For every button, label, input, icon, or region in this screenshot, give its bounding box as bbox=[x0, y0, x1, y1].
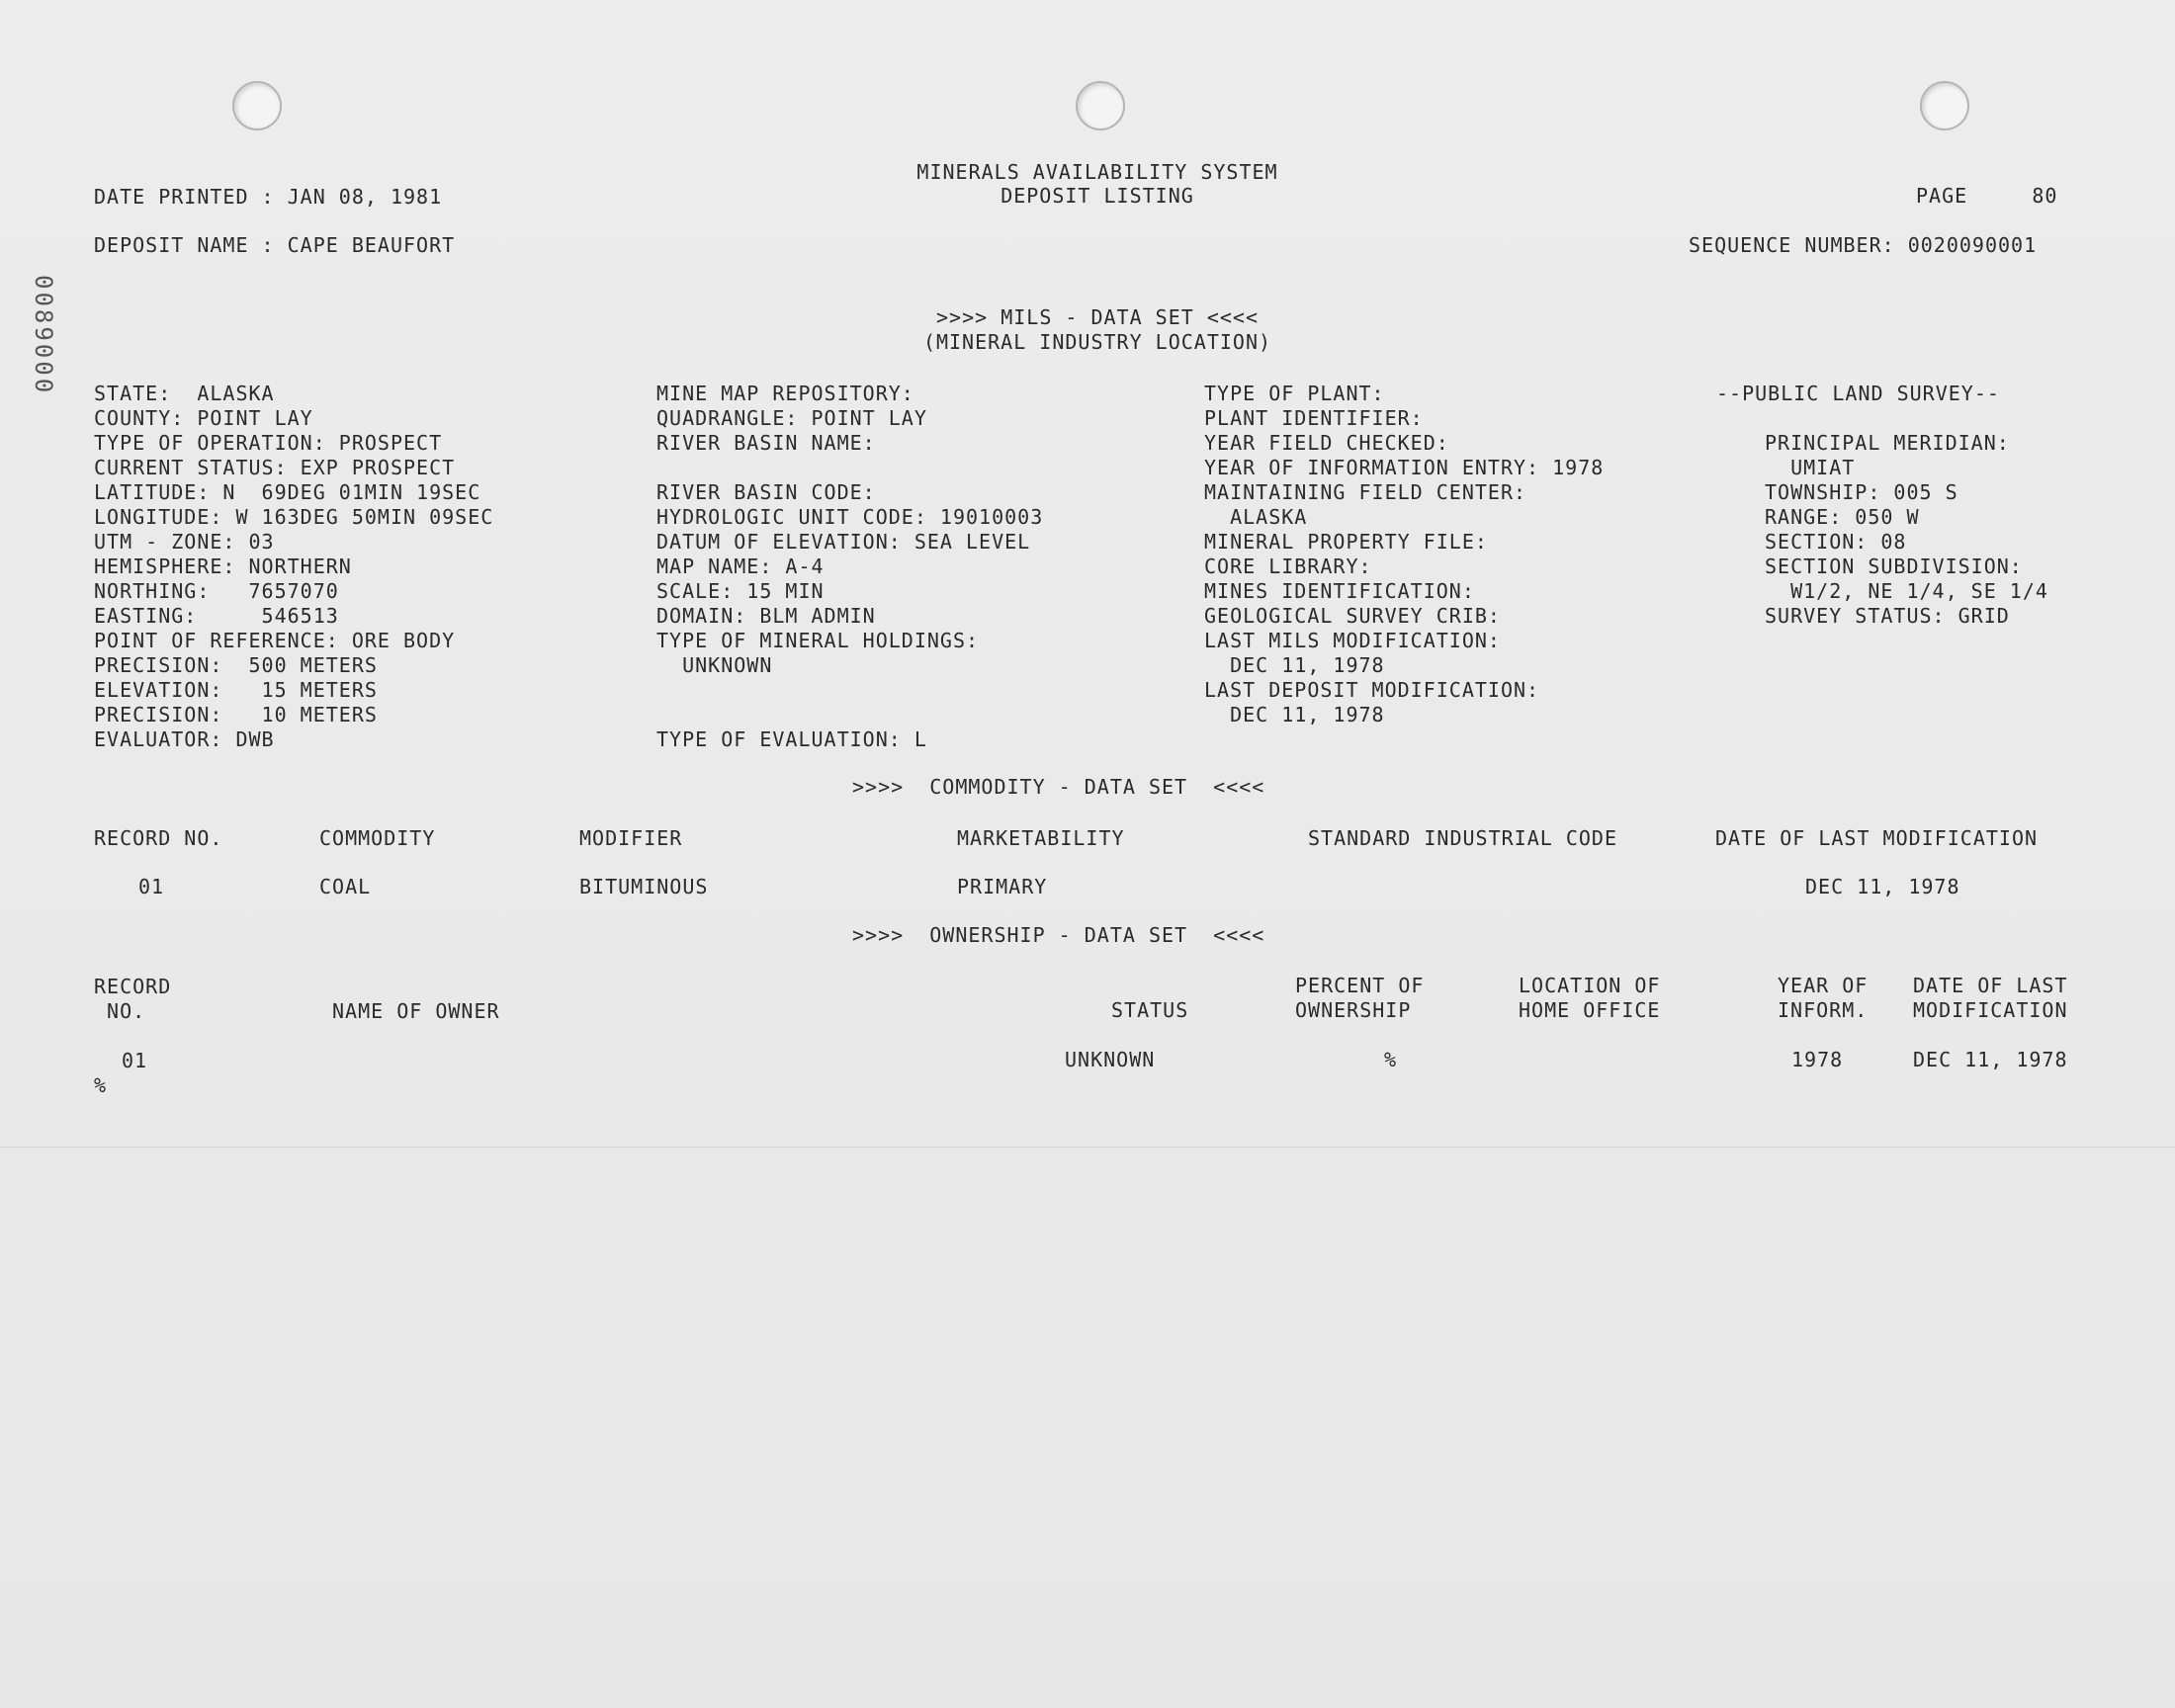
commodity-title: >>>> COMMODITY - DATA SET <<<< bbox=[852, 775, 1265, 799]
ownership-title: >>>> OWNERSHIP - DATA SET <<<< bbox=[852, 923, 1265, 947]
field-center-value: ALASKA bbox=[1204, 505, 1308, 529]
county-line: COUNTY: POINT LAY bbox=[94, 406, 313, 430]
mines-identification-line: MINES IDENTIFICATION: bbox=[1204, 579, 1475, 603]
township-line: TOWNSHIP: 005 S bbox=[1765, 480, 1958, 504]
commodity-header-commodity: COMMODITY bbox=[319, 826, 436, 850]
state-line: STATE: ALASKA bbox=[94, 382, 275, 405]
commodity-row-commodity: COAL bbox=[319, 875, 372, 898]
commodity-row-date: DEC 11, 1978 bbox=[1805, 875, 1960, 898]
mils-title: >>>> MILS - DATA SET <<<< bbox=[935, 305, 1260, 329]
plant-identifier-line: PLANT IDENTIFIER: bbox=[1204, 406, 1424, 430]
ownership-header-location: LOCATION OF HOME OFFICE bbox=[1519, 974, 1661, 1022]
mils-subtitle: (MINERAL INDUSTRY LOCATION) bbox=[922, 330, 1272, 354]
section-line: SECTION: 08 bbox=[1765, 530, 1907, 554]
northing-line: NORTHING: 7657070 bbox=[94, 579, 339, 603]
survey-crib-line: GEOLOGICAL SURVEY CRIB: bbox=[1204, 604, 1501, 628]
public-land-survey-title: --PUBLIC LAND SURVEY-- bbox=[1716, 382, 2000, 405]
commodity-header-record: RECORD NO. bbox=[94, 826, 223, 850]
field-center-line: MAINTAINING FIELD CENTER: bbox=[1204, 480, 1527, 504]
page-fold-line bbox=[0, 1147, 2175, 1148]
commodity-header-marketability: MARKETABILITY bbox=[957, 826, 1125, 850]
commodity-header-sic: STANDARD INDUSTRIAL CODE bbox=[1308, 826, 1617, 850]
datum-of-elevation-line: DATUM OF ELEVATION: SEA LEVEL bbox=[656, 530, 1031, 554]
mineral-property-file-line: MINERAL PROPERTY FILE: bbox=[1204, 530, 1488, 554]
range-line: RANGE: 050 W bbox=[1765, 505, 1920, 529]
precision-line: PRECISION: 500 METERS bbox=[94, 653, 378, 677]
ownership-row-date: DEC 11, 1978 bbox=[1913, 1048, 2068, 1071]
ownership-row-percent: % bbox=[1384, 1048, 1398, 1071]
ownership-row-year: 1978 bbox=[1791, 1048, 1844, 1071]
year-field-checked-line: YEAR FIELD CHECKED: bbox=[1204, 431, 1449, 455]
ownership-header-date: DATE OF LAST MODIFICATION bbox=[1913, 974, 2068, 1022]
ownership-header-year: YEAR OF INFORM. bbox=[1778, 974, 1869, 1022]
easting-line: EASTING: 546513 bbox=[94, 604, 339, 628]
elevation-line: ELEVATION: 15 METERS bbox=[94, 678, 378, 702]
ownership-header-record: RECORD NO. bbox=[94, 975, 172, 1023]
ownership-row-record: 01 bbox=[122, 1049, 148, 1072]
commodity-row-record: 01 bbox=[138, 875, 165, 898]
ownership-row-status: UNKNOWN bbox=[1065, 1048, 1156, 1071]
date-printed: DATE PRINTED : JAN 08, 1981 bbox=[94, 185, 443, 209]
hemisphere-line: HEMISPHERE: NORTHERN bbox=[94, 555, 352, 578]
river-basin-code-line: RIVER BASIN CODE: bbox=[656, 480, 876, 504]
latitude-line: LATITUDE: N 69DEG 01MIN 19SEC bbox=[94, 480, 481, 504]
point-of-reference-line: POINT OF REFERENCE: ORE BODY bbox=[94, 629, 456, 652]
mine-map-repository-line: MINE MAP REPOSITORY: bbox=[656, 382, 914, 405]
end-of-listing-mark: % bbox=[94, 1073, 108, 1097]
last-deposit-modification-line: LAST DEPOSIT MODIFICATION: bbox=[1204, 678, 1540, 702]
commodity-row-modifier: BITUMINOUS bbox=[579, 875, 709, 898]
commodity-header-modifier: MODIFIER bbox=[579, 826, 683, 850]
page-number: PAGE 80 bbox=[1916, 184, 2058, 208]
evaluation-type-line: TYPE OF EVALUATION: L bbox=[656, 727, 927, 751]
principal-meridian-line: PRINCIPAL MERIDIAN: bbox=[1765, 431, 2010, 455]
scale-line: SCALE: 15 MIN bbox=[656, 579, 825, 603]
listing-subtitle: DEPOSIT LISTING bbox=[1000, 184, 1194, 208]
commodity-header-date: DATE OF LAST MODIFICATION bbox=[1715, 826, 2039, 850]
principal-meridian-value: UMIAT bbox=[1765, 456, 1856, 479]
plant-type-line: TYPE OF PLANT: bbox=[1204, 382, 1385, 405]
section-subdivision-line: SECTION SUBDIVISION: bbox=[1765, 555, 2023, 578]
last-mils-modification-date: DEC 11, 1978 bbox=[1204, 653, 1385, 677]
mineral-holdings-value: UNKNOWN bbox=[656, 653, 773, 677]
current-status-line: CURRENT STATUS: EXP PROSPECT bbox=[94, 456, 456, 479]
elevation-precision-line: PRECISION: 10 METERS bbox=[94, 703, 378, 726]
binder-hole-right bbox=[1920, 81, 1969, 130]
margin-stamp-text: 0089000 bbox=[30, 275, 57, 396]
longitude-line: LONGITUDE: W 163DEG 50MIN 09SEC bbox=[94, 505, 494, 529]
margin-stamp bbox=[28, 275, 57, 571]
ownership-header-percent: PERCENT OF OWNERSHIP bbox=[1295, 974, 1425, 1022]
river-basin-name-line: RIVER BASIN NAME: bbox=[656, 431, 876, 455]
binder-hole-center bbox=[1076, 81, 1125, 130]
last-mils-modification-line: LAST MILS MODIFICATION: bbox=[1204, 629, 1501, 652]
sequence-number: SEQUENCE NUMBER: 0020090001 bbox=[1689, 233, 2038, 257]
hydrologic-unit-code-line: HYDROLOGIC UNIT CODE: 19010003 bbox=[656, 505, 1044, 529]
commodity-row-marketability: PRIMARY bbox=[957, 875, 1048, 898]
map-name-line: MAP NAME: A-4 bbox=[656, 555, 825, 578]
mineral-holdings-line: TYPE OF MINERAL HOLDINGS: bbox=[656, 629, 980, 652]
quadrangle-line: QUADRANGLE: POINT LAY bbox=[656, 406, 927, 430]
last-deposit-modification-date: DEC 11, 1978 bbox=[1204, 703, 1385, 726]
ownership-header-owner: NAME OF OWNER bbox=[332, 999, 500, 1023]
core-library-line: CORE LIBRARY: bbox=[1204, 555, 1372, 578]
evaluator-line: EVALUATOR: DWB bbox=[94, 727, 275, 751]
domain-line: DOMAIN: BLM ADMIN bbox=[656, 604, 876, 628]
survey-status-line: SURVEY STATUS: GRID bbox=[1765, 604, 2010, 628]
section-subdivision-value: W1/2, NE 1/4, SE 1/4 bbox=[1765, 579, 2048, 603]
deposit-name: DEPOSIT NAME : CAPE BEAUFORT bbox=[94, 233, 456, 257]
ownership-header-status: STATUS bbox=[1111, 998, 1189, 1022]
operation-type-line: TYPE OF OPERATION: PROSPECT bbox=[94, 431, 443, 455]
year-info-entry-line: YEAR OF INFORMATION ENTRY: 1978 bbox=[1204, 456, 1605, 479]
system-title: MINERALS AVAILABILITY SYSTEM bbox=[916, 160, 1278, 184]
binder-hole-left bbox=[232, 81, 282, 130]
utm-zone-line: UTM - ZONE: 03 bbox=[94, 530, 275, 554]
